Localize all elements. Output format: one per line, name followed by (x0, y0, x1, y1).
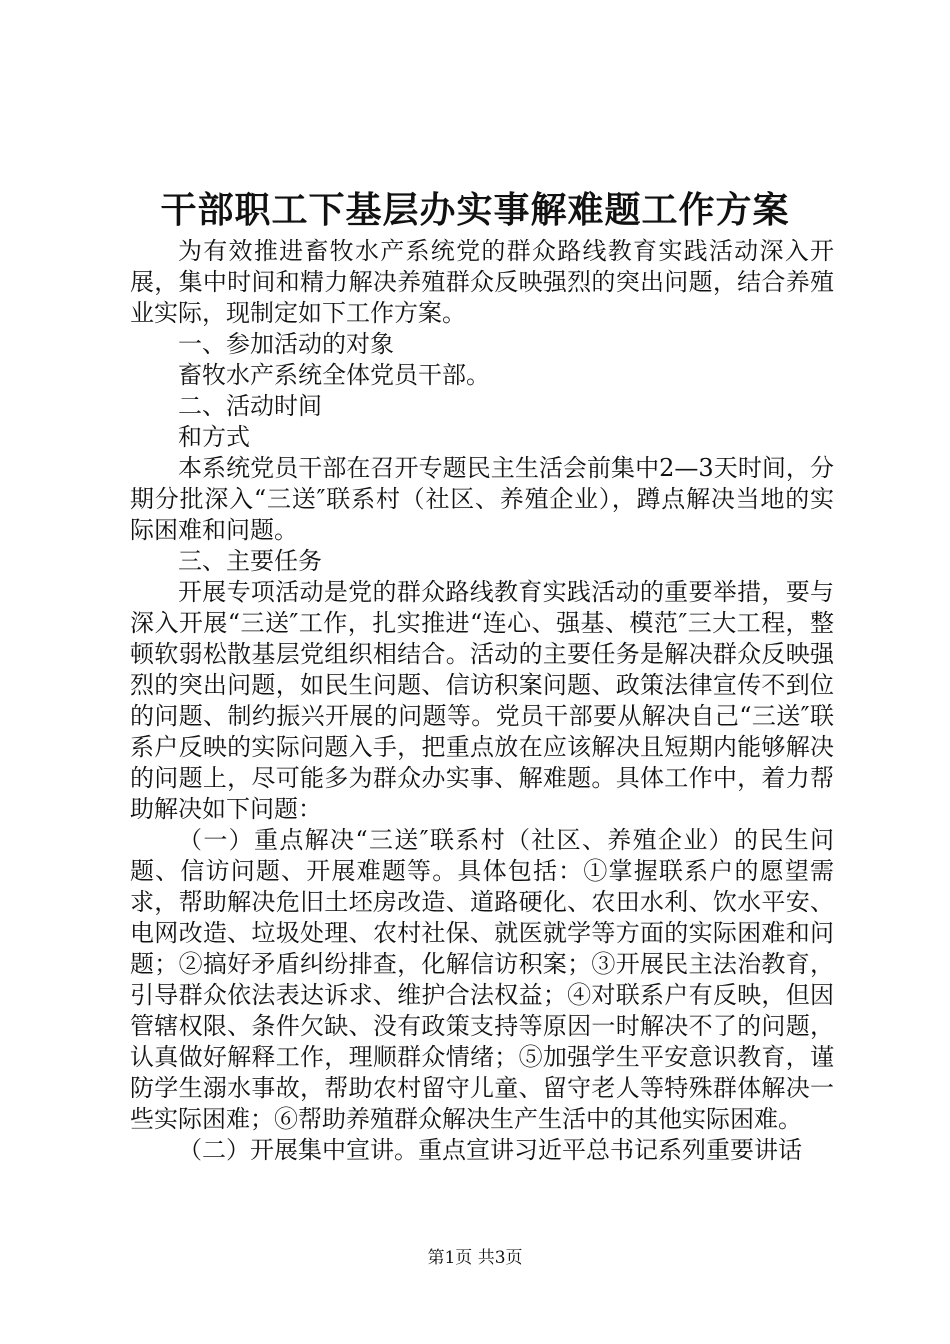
paragraph-participants: 畜牧水产系统全体党员干部。 (178, 361, 490, 389)
paragraph-time-method: 本系统党员干部在召开专题民主生活会前集中2—3天时间，分期分批深入“三送″联系村（社区、养殖企业），蹲点解决当地的实际困难和问题。 (130, 454, 834, 544)
paragraph-task-one: （一）重点解决“三送″联系村（社区、养殖企业）的民生问题、信访问题、开展难题等。具体包括：①掌握联系户的愿望需求，帮助解决危旧土坯房改造、道路硬化、农田水利、饮水平安、电网改造、垃圾处理、农村社保、就医就学等方面的实际困难和问题；②搞好矛盾纠纷排查，化解信访积案；③开展民主法治教育，引导群众依法表达诉求、维护合法权益；④对联系户有反映，但因管辖权限、条件欠缺、没有政策支持等原因一时解决不了的问题，认真做好解释工作，理顺群众情绪；⑤加强学生平安意识教育，谨防学生溺水事故，帮助农村留守儿童、留守老人等特殊群体解决一些实际困难；⑥帮助养殖群众解决生产生活中的其他实际困难。 (130, 826, 834, 1133)
document-body (130, 236, 834, 1166)
page-footer: 第1页 共3页 (427, 1248, 523, 1268)
document-title: 干部职工下基层办实事解难题工作方案 (160, 189, 790, 231)
paragraph-tasks: 开展专项活动是党的群众路线教育实践活动的重要举措，要与深入开展“三送″工作，扎实推进“连心、强基、模范″三大工程，整顿软弱松散基层党组织相结合。活动的主要任务是解决群众反映强烈的突出问题，如民生问题、信访积案问题、政策法律宣传不到位的问题、制约振兴开展的问题等。党员干部要从解决自己“三送″联系户反映的实际问题入手，把重点放在应该解决且短期内能够解决的问题上，尽可能多为群众办实事、解难题。具体工作中，着力帮助解决如下问题： (130, 578, 834, 823)
heading-tasks: 三、主要任务 (178, 547, 322, 575)
heading-method: 和方式 (178, 423, 250, 451)
paragraph-task-two: （二）开展集中宣讲。重点宣讲习近平总书记系列重要讲话 (178, 1136, 802, 1164)
heading-time: 二、活动时间 (178, 392, 322, 420)
paragraph-intro: 为有效推进畜牧水产系统党的群众路线教育实践活动深入开展，集中时间和精力解决养殖群众反映强烈的突出问题，结合养殖业实际，现制定如下工作方案。 (130, 237, 834, 327)
heading-participants: 一、参加活动的对象 (178, 330, 394, 358)
